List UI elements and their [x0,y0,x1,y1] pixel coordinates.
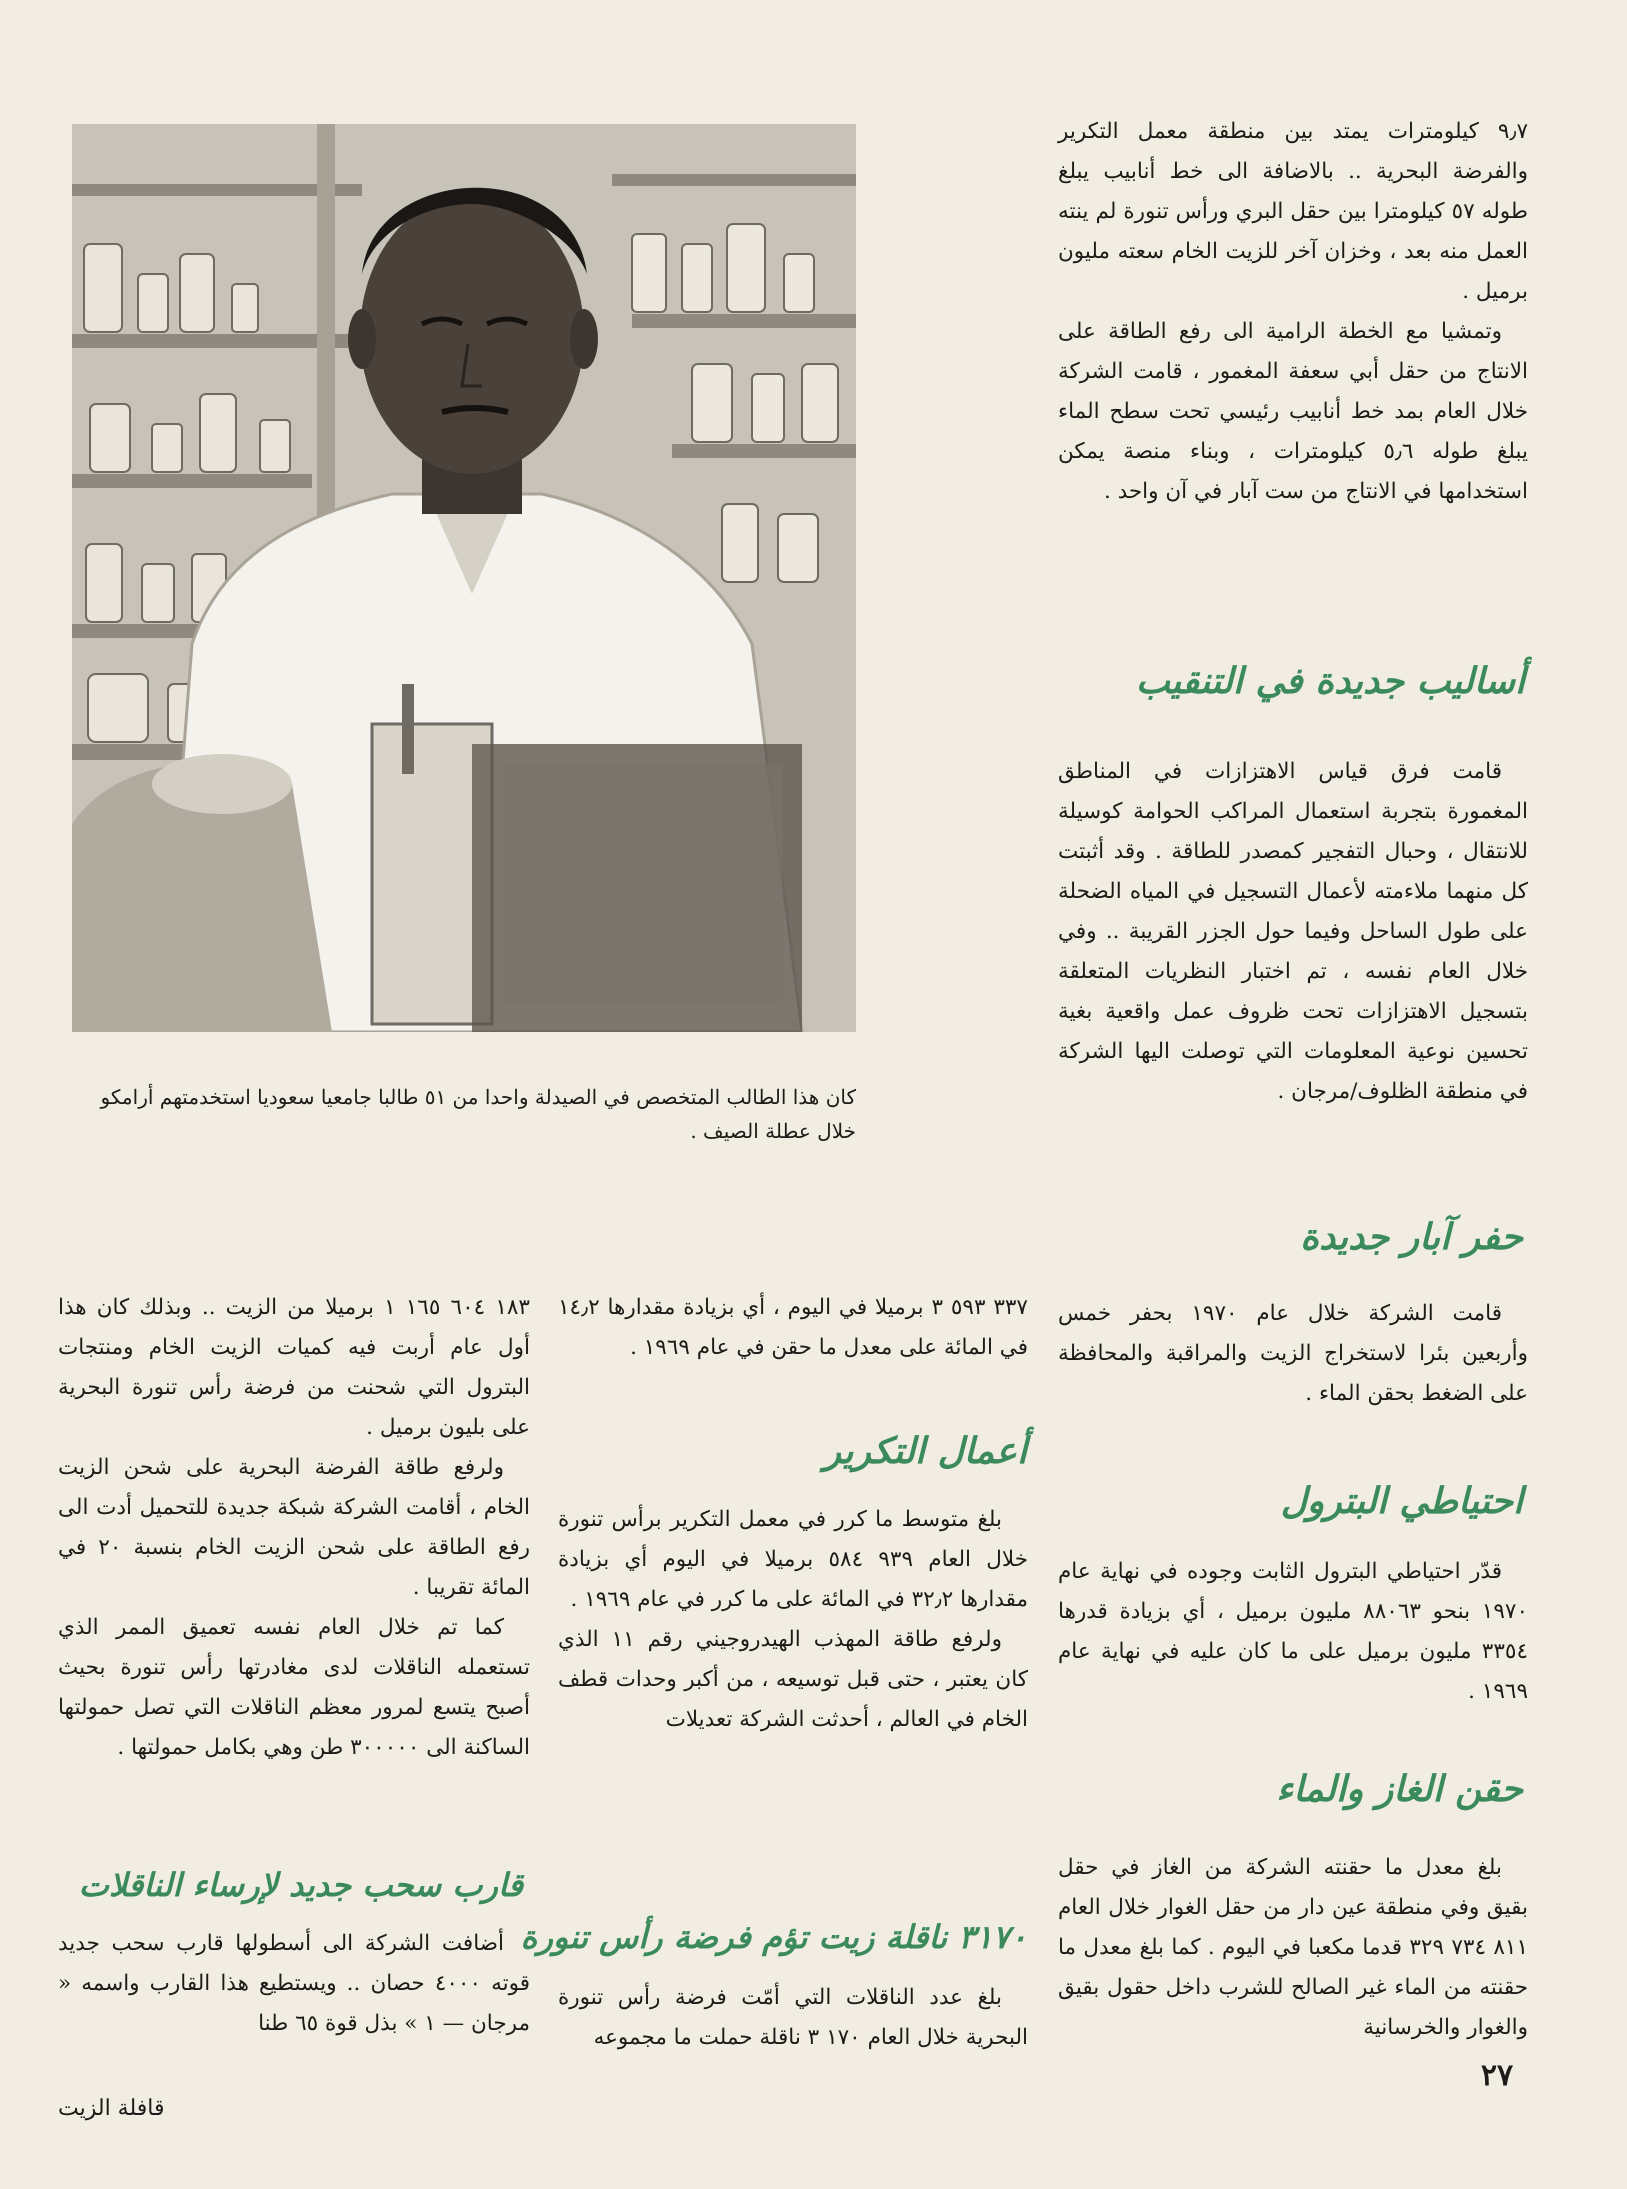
tugboat-text [58,1924,530,2044]
body-paragraph: ٩٫٧ كيلومترات يمتد بين منطقة معمل التكرير والفرضة البحرية .. بالاضافة الى خط أنابيب يبلغ طوله ٥٧ كيلومترا بين حقل البري ورأس تنورة لم ينته العمل منه بعد ، وخزان آخر للزيت الخام سعته مليون برميل . [1058,119,1528,304]
reserves-text [1058,1552,1528,1712]
refining-text [558,1500,1028,1740]
body-paragraph: قامت فرق قياس الاهتزازات في المناطق المغمورة بتجربة استعمال المراكب الحوامة كوسيلة للانتقال ، وحبال التفجير كمصدر للطاقة . وقد أثبتت كل منهما ملاءمته لأعمال التسجيل في المياه الضحلة على طول الساحل وفيما حول الجزر القريبة .. وفي خلال العام نفسه ، تم اختبار النظريات المتعلقة بتسجيل الاهتزازات تحت ظروف عمل واقعية بغية تحسين نوعية المعلومات التي توصلت اليها الشركة في منطقة الظلوف/مرجان . [1058,759,1528,1104]
pharmacy-student-illustration [72,124,856,1032]
gas-water-text [1058,1848,1528,2048]
body-paragraph: ولرفع طاقة المهذب الهيدروجيني رقم ١١ الذي كان يعتبر ، حتى قبل توسيعه ، من أكبر وحدات قطف الخام في العالم ، أحدثت الشركة تعديلات [558,1627,1028,1732]
lab-photo [72,124,856,1032]
heading-new-wells: حفر آبار جديدة [1300,1216,1523,1258]
tankers-text [558,1978,1028,2058]
right-column-top [1058,112,1528,512]
body-paragraph: بلغ عدد الناقلات التي أمّت فرضة رأس تنورة البحرية خلال العام ١٧٠ ٣ ناقلة حملت ما مجموعه [558,1985,1028,2050]
body-paragraph: قامت الشركة خلال عام ١٩٧٠ بحفر خمس وأربعين بئرا لاستخراج الزيت والمراقبة والمحافظة على الضغط بحقن الماء . [1058,1301,1528,1406]
body-paragraph: ١٨٣ ٦٠٤ ١٦٥ ١ برميلا من الزيت .. وبذلك كان هذا أول عام أربت فيه كميات الزيت الخام ومنتجات البترول التي شحنت من فرضة رأس تنورة البحرية على بليون برميل . [58,1295,530,1440]
body-paragraph: ولرفع طاقة الفرضة البحرية على شحن الزيت الخام ، أقامت الشركة شبكة جديدة للتحميل أدت الى رفع الطاقة على شحن الزيت الخام بنسبة ٢٠ في المائة تقريبا . [58,1455,530,1600]
heading-refining: أعمال التكرير [823,1430,1027,1472]
heading-tugboat: قارب سحب جديد لإرساء الناقلات [78,1866,523,1904]
body-paragraph: وتمشيا مع الخطة الرامية الى رفع الطاقة على الانتاج من حقل أبي سعفة المغمور ، قامت الشركة خلال العام بمد خط أنابيب رئيسي تحت سطح الماء يبلغ طوله ٥٫٦ كيلومترات ، وبناء منصة يمكن استخدامها في الانتاج من ست آبار في آن واحد . [1058,319,1529,504]
body-paragraph: أضافت الشركة الى أسطولها قارب سحب جديد قوته ٤٠٠٠ حصان .. ويستطيع هذا القارب واسمه « مرجان — ١ » بذل قوة ٦٥ طنا [58,1931,530,2036]
middle-column-intro [558,1288,1028,1368]
body-paragraph: بلغ معدل ما حقنته الشركة من الغاز في حقل بقيق وفي منطقة عين دار من حقل الغوار خلال العام ٨١١ ٧٣٤ ٣٢٩ قدما مكعبا في اليوم . كما بلغ معدل ما حقنته من الماء غير الصالح للشرب داخل حقول بقيق والغوار والخرسانية [1058,1855,1528,2040]
page-number: ٢٧ [1480,2058,1514,2093]
heading-reserves: احتياطي البترول [1280,1480,1523,1522]
body-paragraph: قدّر احتياطي البترول الثابت وجوده في نهاية عام ١٩٧٠ بنحو ٨٨٠٦٣ مليون برميل ، أي بزيادة قدرها ٣٣٥٤ مليون برميل على ما كان عليه في نهاية عام ١٩٦٩ . [1058,1559,1528,1704]
photo-caption: كان هذا الطالب المتخصص في الصيدلة واحدا من ٥١ طالبا جامعيا سعوديا استخدمتهم أرامكو خلال عطلة الصيف . [100,1085,856,1143]
heading-tankers: ٣١٧٠ ناقلة زيت تؤم فرضة رأس تنورة [520,1918,1027,1956]
magazine-title: قافلة الزيت [58,2096,165,2121]
body-paragraph: ٣٣٧ ٥٩٣ ٣ برميلا في اليوم ، أي بزيادة مقدارها ١٤٫٢ في المائة على معدل ما حقن في عام ١٩٦٩ . [558,1295,1028,1360]
new-wells-text [1058,1294,1528,1414]
body-paragraph: بلغ متوسط ما كرر في معمل التكرير برأس تنورة خلال العام ٩٣٩ ٥٨٤ برميلا في اليوم أي بزيادة مقدارها ٣٢٫٢ في المائة على ما كرر في عام ١٩٦٩ . [558,1507,1028,1612]
body-paragraph: كما تم خلال العام نفسه تعميق الممر الذي تستعمله الناقلات لدى مغادرتها رأس تنورة بحيث أصبح يتسع لمرور معظم الناقلات التي تصل حمولتها الساكنة الى ٣٠٠٠٠٠ طن وهي بكامل حمولتها . [58,1615,530,1760]
heading-exploration: أساليب جديدة في التنقيب [1135,660,1525,702]
left-column-text [58,1288,530,1768]
exploration-text [1058,752,1528,1112]
heading-gas-water: حقن الغاز والماء [1276,1768,1523,1810]
